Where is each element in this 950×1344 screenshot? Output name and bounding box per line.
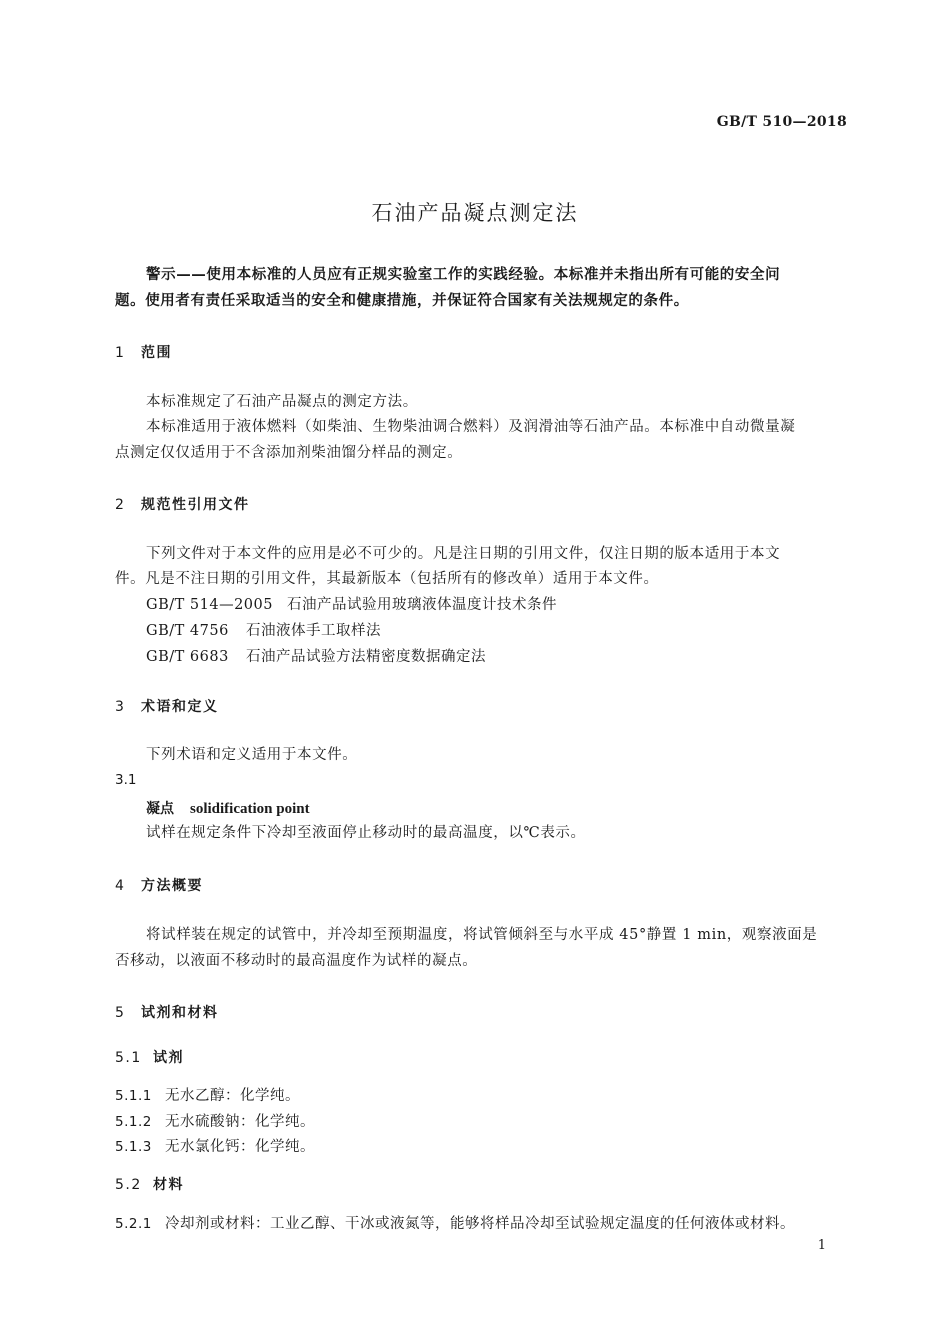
document-title: 石油产品凝点测定法 bbox=[371, 201, 579, 225]
section-title: 试剂和材料 bbox=[141, 1005, 219, 1021]
section-title: 方法概要 bbox=[141, 878, 203, 894]
section-title: 规范性引用文件 bbox=[141, 497, 250, 513]
item-number: 5.1.3 bbox=[115, 1139, 152, 1155]
section-number: 1 bbox=[115, 345, 126, 361]
reference-code: GB/T 4756 bbox=[146, 623, 229, 639]
section-title: 范围 bbox=[141, 345, 172, 361]
item-text: 无水氯化钙：化学纯。 bbox=[165, 1139, 315, 1155]
subsection-5-2-heading bbox=[115, 1174, 184, 1194]
item-number: 5.1.2 bbox=[115, 1114, 152, 1130]
reference-name: 石油液体手工取样法 bbox=[246, 623, 381, 639]
subsection-number: 5.1 bbox=[115, 1050, 142, 1066]
term-english: solidification point bbox=[190, 801, 310, 817]
item-number: 5.2.1 bbox=[115, 1216, 152, 1232]
section-1-heading bbox=[115, 342, 172, 362]
material-item bbox=[115, 1212, 795, 1233]
reagent-item bbox=[115, 1135, 315, 1156]
section-number: 5 bbox=[115, 1005, 126, 1021]
section-3-heading bbox=[115, 696, 219, 716]
subsection-5-1-heading bbox=[115, 1047, 184, 1067]
section-4-heading bbox=[115, 875, 203, 895]
normative-reference bbox=[146, 593, 557, 614]
reference-name: 石油产品试验方法精密度数据确定法 bbox=[246, 649, 486, 665]
reference-code: GB/T 514—2005 bbox=[146, 597, 273, 613]
reference-code: GB/T 6683 bbox=[146, 649, 229, 665]
section-2-paragraph-line-2: 件。凡是不注日期的引用文件，其最新版本（包括所有的修改单）适用于本文件。 bbox=[115, 571, 659, 587]
section-4-paragraph-line-1: 将试样装在规定的试管中，并冷却至预期温度，将试管倾斜至与水平成 45°静置 1 min，观察液面是 bbox=[146, 927, 818, 943]
term-entry bbox=[146, 798, 310, 818]
normative-reference bbox=[146, 619, 381, 640]
section-title: 术语和定义 bbox=[141, 699, 219, 715]
reagent-item bbox=[115, 1084, 300, 1105]
subsection-number: 5.2 bbox=[115, 1177, 142, 1193]
section-number: 2 bbox=[115, 497, 126, 513]
warning-line-1: 警示——使用本标准的人员应有正规实验室工作的实践经验。本标准并未指出所有可能的安全问 bbox=[146, 267, 781, 283]
item-text: 无水硫酸钠：化学纯。 bbox=[165, 1114, 315, 1130]
subsection-title: 试剂 bbox=[153, 1050, 184, 1066]
section-1-paragraph-2-line-2: 点测定仅仅适用于不含添加剂柴油馏分样品的测定。 bbox=[115, 445, 463, 461]
standard-number: GB/T 510—2018 bbox=[716, 114, 847, 130]
normative-reference bbox=[146, 645, 486, 666]
section-1-paragraph-2-line-1: 本标准适用于液体燃料（如柴油、生物柴油调合燃料）及润滑油等石油产品。本标准中自动微量凝 bbox=[146, 419, 796, 435]
item-text: 冷却剂或材料：工业乙醇、干冰或液氮等，能够将样品冷却至试验规定温度的任何液体或材料。 bbox=[165, 1216, 795, 1232]
term-number: 3.1 bbox=[115, 772, 137, 788]
section-1-paragraph-1: 本标准规定了石油产品凝点的测定方法。 bbox=[146, 394, 418, 410]
section-4-paragraph-line-2: 否移动，以液面不移动时的最高温度作为试样的凝点。 bbox=[115, 953, 478, 969]
section-number: 3 bbox=[115, 699, 126, 715]
reagent-item bbox=[115, 1110, 315, 1131]
section-5-heading bbox=[115, 1002, 219, 1022]
warning-line-2: 题。使用者有责任采取适当的安全和健康措施，并保证符合国家有关法规规定的条件。 bbox=[115, 293, 689, 309]
item-number: 5.1.1 bbox=[115, 1088, 152, 1104]
page-number: 1 bbox=[817, 1238, 826, 1253]
reference-name: 石油产品试验用玻璃液体温度计技术条件 bbox=[287, 597, 557, 613]
section-2-heading bbox=[115, 494, 250, 514]
section-number: 4 bbox=[115, 878, 126, 894]
section-3-paragraph: 下列术语和定义适用于本文件。 bbox=[146, 747, 358, 763]
subsection-title: 材料 bbox=[153, 1177, 184, 1193]
item-text: 无水乙醇：化学纯。 bbox=[165, 1088, 300, 1104]
section-2-paragraph-line-1: 下列文件对于本文件的应用是必不可少的。凡是注日期的引用文件，仅注日期的版本适用于本文 bbox=[146, 546, 781, 562]
term-definition: 试样在规定条件下冷却至液面停止移动时的最高温度，以℃表示。 bbox=[146, 825, 586, 841]
term-chinese: 凝点 bbox=[146, 801, 174, 817]
